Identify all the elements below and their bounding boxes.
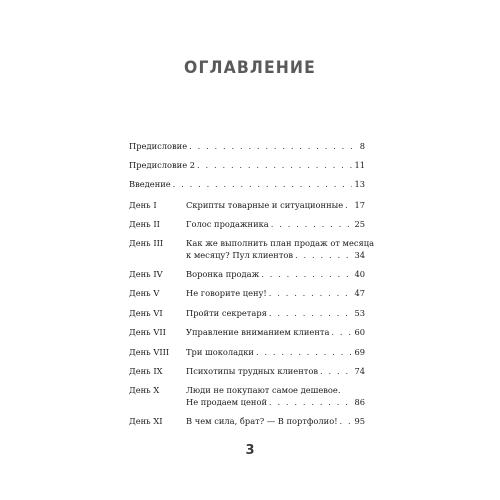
toc-leader-dots — [295, 249, 352, 261]
toc-entry-text: Не говорите цену! — [186, 288, 267, 298]
toc-entry-label: День IV — [129, 269, 163, 279]
toc-entry-page: 47 — [354, 288, 365, 298]
toc-leader-dots — [271, 218, 353, 230]
toc-entry-text: Психотипы трудных клиентов — [186, 366, 319, 376]
toc-entry-text-line1: Люди не покупают самое дешевое. — [186, 385, 341, 395]
toc-entry-text: Воронка продаж — [186, 269, 260, 279]
toc-entry-page: 86 — [354, 397, 365, 407]
toc-leader-dots — [256, 346, 352, 358]
toc-entry-text: Три шоколадки — [186, 347, 254, 357]
toc-entry-text-line1: Как же выполнить план продаж от месяца — [186, 238, 375, 248]
toc-leader-dots — [320, 365, 352, 377]
toc-entry-page: 8 — [359, 141, 365, 151]
toc-leader-dots — [189, 140, 358, 152]
toc-leader-dots — [345, 199, 352, 211]
toc-entry-page: 25 — [354, 219, 365, 229]
toc-entry-label: День X — [129, 385, 160, 395]
toc-entry-text: В чем сила, брат? — В портфолио! — [186, 416, 338, 426]
toc-entry-label: День IX — [129, 366, 163, 376]
toc-entry-label: День V — [129, 288, 160, 298]
toc-entry-page: 95 — [354, 416, 365, 426]
toc-entry-text: Предисловие — [129, 141, 188, 151]
toc-entry-page: 74 — [354, 366, 365, 376]
toc-leader-dots — [340, 415, 353, 427]
toc-entry-page: 34 — [354, 250, 365, 260]
toc-leader-dots — [269, 307, 353, 319]
toc-entry-text: Скрипты товарные и ситуационные — [186, 200, 344, 210]
toc-leader-dots — [269, 287, 353, 299]
toc-entry-text: Голос продажника — [186, 219, 269, 229]
toc-entry-label: День I — [129, 200, 157, 210]
toc-leader-dots — [331, 326, 352, 338]
toc-leader-dots — [173, 178, 353, 190]
toc-entry-page: 11 — [354, 160, 365, 170]
toc-entry-label: День VII — [129, 327, 166, 337]
toc-entry-label: День XI — [129, 416, 163, 426]
toc-entry-text: Введение — [129, 179, 171, 189]
toc-entry-label: День VI — [129, 308, 163, 318]
toc-title: ОГЛАВЛЕНИЕ — [184, 58, 316, 78]
toc-entry-page: 17 — [354, 200, 365, 210]
toc-entry-text: Не продаем ценой — [186, 397, 267, 407]
toc-entry-label: День II — [129, 219, 160, 229]
toc-entry-label: День III — [129, 238, 164, 248]
toc-entry-text: к месяцу? Пул клиентов — [186, 250, 294, 260]
toc-entry-label: День VIII — [129, 347, 170, 357]
toc-entry-page: 53 — [354, 308, 365, 318]
toc-leader-dots — [197, 159, 352, 171]
toc-entry-page: 60 — [354, 327, 365, 337]
toc-entry-page: 69 — [354, 347, 365, 357]
toc-entry-page: 13 — [354, 179, 365, 189]
toc-leader-dots — [269, 396, 352, 408]
toc-entry-text: Предисловие 2 — [129, 160, 196, 170]
page-number: 3 — [245, 443, 255, 458]
toc-entry-page: 40 — [354, 269, 365, 279]
toc-entry-text: Пройти секретаря — [186, 308, 267, 318]
toc-entry-text: Управление вниманием клиента — [186, 327, 330, 337]
toc-leader-dots — [261, 268, 352, 280]
